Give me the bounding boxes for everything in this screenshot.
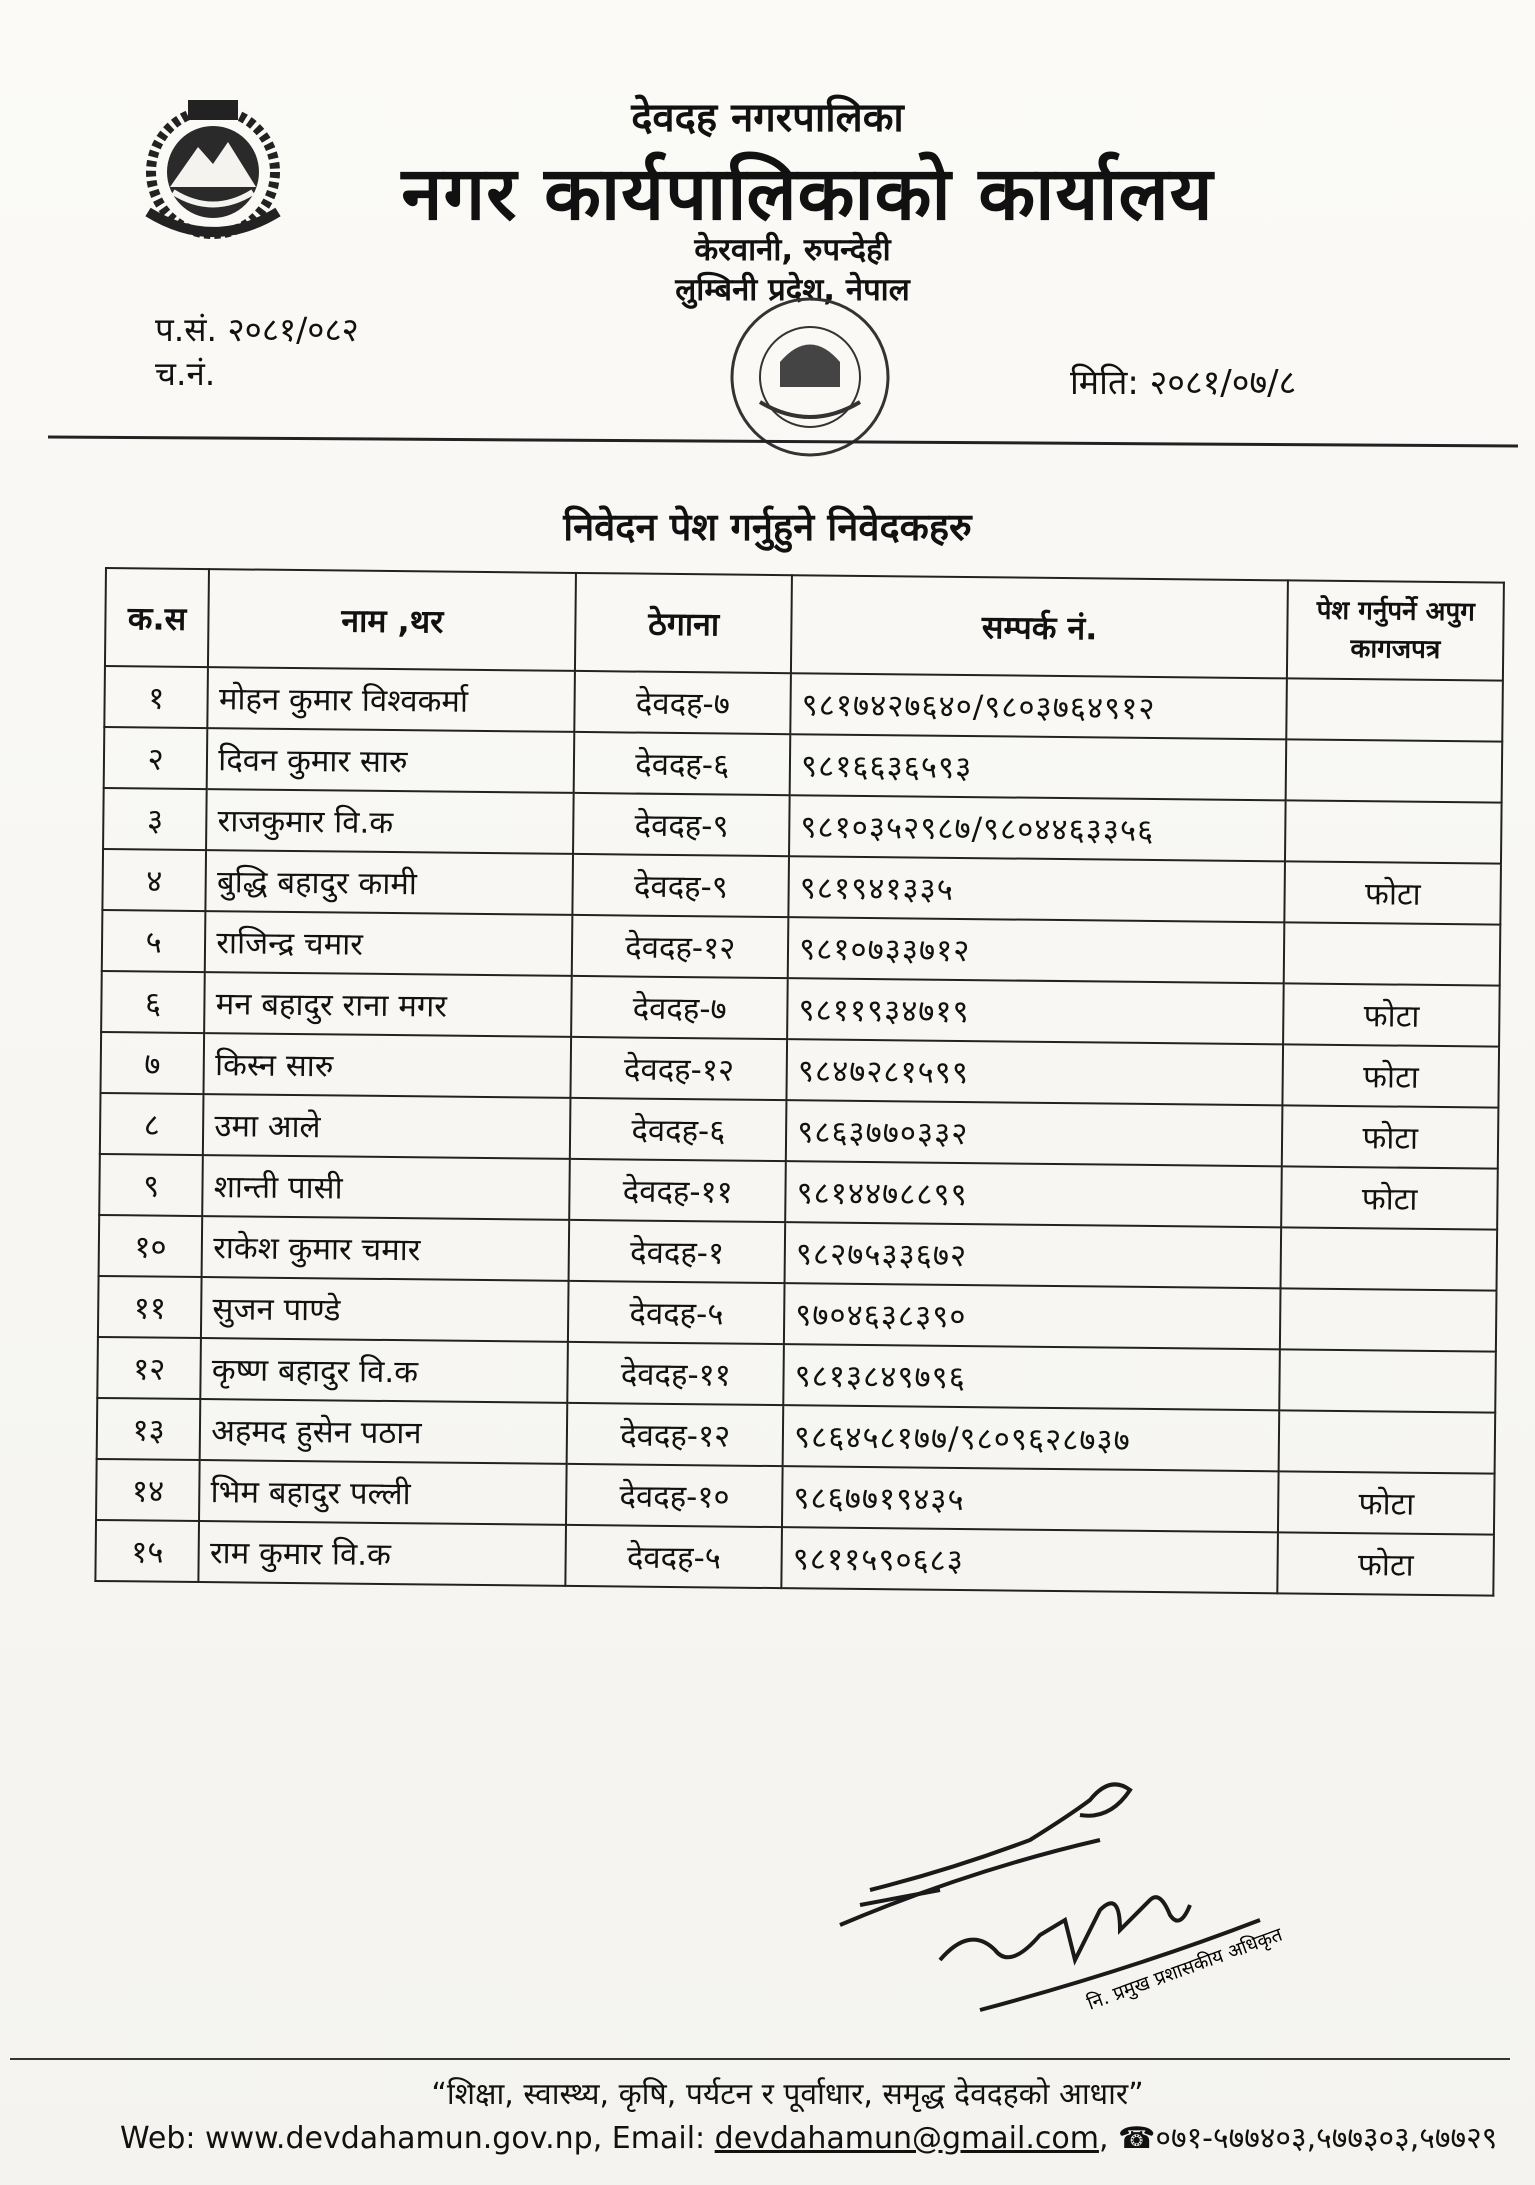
phone-cell: ९८६३७७०३३२ bbox=[786, 1100, 1283, 1166]
phone-cell: ९८१६६३६५९३ bbox=[790, 734, 1287, 800]
serial-cell: ११ bbox=[98, 1276, 202, 1338]
missing-docs-cell bbox=[1280, 1288, 1496, 1351]
serial-cell: ४ bbox=[102, 849, 206, 911]
signature-designation: नि. प्रमुख प्रशासकीय अधिकृत bbox=[1084, 1923, 1286, 2015]
phone-cell: ९८१०७३३७१२ bbox=[788, 917, 1285, 983]
missing-docs-cell bbox=[1284, 922, 1500, 985]
serial-cell: १२ bbox=[97, 1337, 201, 1399]
name-cell: शान्ती पासी bbox=[203, 1155, 571, 1220]
reference-block bbox=[155, 308, 359, 396]
address-cell: देवदह-६ bbox=[570, 1098, 786, 1161]
address-cell: देवदह-१२ bbox=[572, 915, 788, 978]
footer-divider bbox=[10, 2058, 1510, 2060]
address-cell: देवदह-६ bbox=[574, 732, 790, 795]
name-cell: मन बहादुर राना मगर bbox=[204, 972, 572, 1037]
col-header-name: नाम ,थर bbox=[208, 569, 576, 671]
missing-docs-cell: फोटा bbox=[1282, 1105, 1498, 1168]
missing-docs-cell bbox=[1287, 678, 1503, 741]
address-cell: देवदह-१२ bbox=[571, 1037, 787, 1100]
missing-docs-cell: फोटा bbox=[1283, 1044, 1499, 1107]
document-date: मिति: २०८१/०७/८ bbox=[1070, 363, 1297, 403]
address-cell: देवदह-११ bbox=[568, 1342, 784, 1405]
serial-cell: ८ bbox=[100, 1093, 204, 1155]
phone-cell: ९८६७७१९४३५ bbox=[782, 1466, 1279, 1532]
missing-docs-cell: फोटा bbox=[1282, 1166, 1498, 1229]
serial-cell: ९ bbox=[99, 1154, 203, 1216]
col-header-address: ठेगाना bbox=[575, 573, 792, 673]
serial-cell: ७ bbox=[100, 1032, 204, 1094]
patra-sankhya: प.सं. २०८१/०८२ bbox=[155, 310, 359, 349]
phone-cell: ९८४७२८१५९९ bbox=[787, 1039, 1284, 1105]
address-cell: देवदह-१ bbox=[569, 1220, 785, 1283]
address-cell: देवदह-५ bbox=[566, 1525, 782, 1588]
col-header-missing-docs: पेश गर्नुपर्ने अपुग कागजपत्र bbox=[1287, 580, 1504, 680]
serial-cell: ६ bbox=[101, 971, 205, 1033]
missing-docs-cell bbox=[1280, 1349, 1496, 1412]
phone-cell: ९८६४५८१७७/९८०९६२८७३७ bbox=[783, 1405, 1280, 1471]
name-cell: राकेश कुमार चमार bbox=[202, 1216, 570, 1281]
address-line-1: केरवानी, रुपन्देही bbox=[694, 232, 891, 268]
phone-cell: ९८२७५३३६७२ bbox=[785, 1222, 1282, 1288]
serial-cell: १ bbox=[104, 666, 208, 728]
name-cell: बुद्धि बहादुर कामी bbox=[206, 850, 574, 915]
chalani-number: च.नं. bbox=[155, 354, 216, 393]
footer-web: Web: www.devdahamun.gov.np, Email: bbox=[120, 2121, 715, 2156]
missing-docs-cell: फोटा bbox=[1278, 1471, 1494, 1534]
serial-cell: १० bbox=[99, 1215, 203, 1277]
address-cell: देवदह-९ bbox=[573, 793, 789, 856]
footer-slogan: “शिक्षा, स्वास्थ्य, कृषि, पर्यटन र पूर्वाधार, समृद्ध देवदहको आधार” bbox=[431, 2077, 1144, 2112]
phone-cell: ९८११५९०६८३ bbox=[781, 1527, 1278, 1593]
missing-docs-cell bbox=[1285, 800, 1501, 863]
footer-phone: , ☎०७१-५७७४०३,५७७३०३,५७७२९ bbox=[1098, 2121, 1498, 2156]
phone-cell: ९७०४६३८३९० bbox=[784, 1283, 1281, 1349]
document-title: निवेदन पेश गर्नुहुने निवेदकहरु bbox=[563, 505, 972, 549]
address-line-2: लुम्बिनी प्रदेश, नेपाल bbox=[675, 272, 910, 308]
office-seal-stamp bbox=[700, 292, 920, 472]
missing-docs-cell: फोटा bbox=[1278, 1532, 1494, 1595]
missing-docs-cell bbox=[1279, 1410, 1495, 1473]
table-header-row bbox=[105, 568, 1504, 681]
serial-cell: २ bbox=[104, 727, 208, 789]
missing-docs-cell bbox=[1281, 1227, 1497, 1290]
col-header-phone: सम्पर्क नं. bbox=[791, 575, 1288, 678]
phone-cell: ९८१७४२७६४०/९८०३७६४९१२ bbox=[790, 673, 1287, 739]
col-header-serial: क.स bbox=[105, 568, 209, 667]
serial-cell: १३ bbox=[97, 1398, 201, 1460]
name-cell: उमा आले bbox=[203, 1094, 571, 1159]
serial-cell: ३ bbox=[103, 788, 207, 850]
name-cell: दिवन कुमार सारु bbox=[207, 728, 575, 793]
address-cell: देवदह-५ bbox=[568, 1281, 784, 1344]
office-name: नगर कार्यपालिकाको कार्यालय bbox=[401, 151, 1214, 237]
missing-docs-cell bbox=[1286, 739, 1502, 802]
address-cell: देवदह-७ bbox=[572, 976, 788, 1039]
phone-cell: ९८१४४७८८९९ bbox=[785, 1161, 1282, 1227]
address-cell: देवदह-७ bbox=[575, 671, 791, 734]
name-cell: किस्न सारु bbox=[204, 1033, 572, 1098]
applicants-table bbox=[94, 567, 1505, 1597]
serial-cell: ५ bbox=[102, 910, 206, 972]
name-cell: राजिन्द्र चमार bbox=[205, 911, 573, 976]
address-cell: देवदह-१० bbox=[566, 1464, 782, 1527]
address-cell: देवदह-११ bbox=[570, 1159, 786, 1222]
footer-contact bbox=[120, 2116, 1497, 2157]
name-cell: कृष्ण बहादुर वि.क bbox=[201, 1338, 569, 1403]
name-cell: भिम बहादुर पल्ली bbox=[199, 1460, 567, 1525]
footer-email-link[interactable]: devdahamun@gmail.com bbox=[714, 2121, 1099, 2156]
serial-cell: १५ bbox=[95, 1520, 199, 1582]
name-cell: अहमद हुसेन पठान bbox=[200, 1399, 568, 1464]
name-cell: सुजन पाण्डे bbox=[201, 1277, 569, 1342]
serial-cell: १४ bbox=[96, 1459, 200, 1521]
handwritten-signature bbox=[830, 1720, 1350, 2020]
address-cell: देवदह-९ bbox=[573, 854, 789, 917]
missing-docs-cell: फोटा bbox=[1283, 983, 1499, 1046]
municipality-name: देवदह नगरपालिका bbox=[631, 95, 904, 141]
phone-cell: ९८१९४१३३५ bbox=[788, 856, 1285, 922]
address-cell: देवदह-१२ bbox=[567, 1403, 783, 1466]
missing-docs-cell: फोटा bbox=[1285, 861, 1501, 924]
phone-cell: ९८१०३५२९८७/९८०४४६३३५६ bbox=[789, 795, 1286, 861]
name-cell: राजकुमार वि.क bbox=[206, 789, 574, 854]
name-cell: मोहन कुमार विश्वकर्मा bbox=[208, 667, 576, 732]
name-cell: राम कुमार वि.क bbox=[199, 1521, 567, 1586]
phone-cell: ९८११९३४७१९ bbox=[787, 978, 1284, 1044]
phone-cell: ९८१३८४९७९६ bbox=[783, 1344, 1280, 1410]
